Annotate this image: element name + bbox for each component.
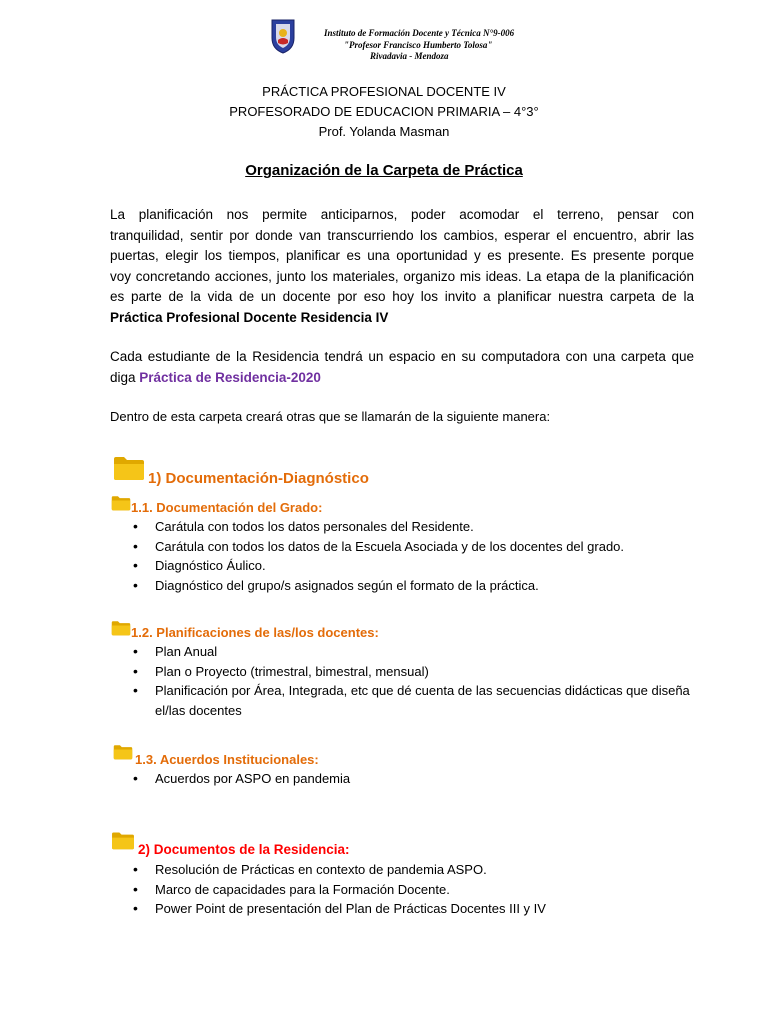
intro-line: es parte de la vida de un docente por eso hoy los invito a planificar nuestra carpeta de la	[110, 289, 694, 304]
list-item: • Plan o Proyecto (trimestral, bimestral, mensual)	[130, 662, 690, 682]
folder-para-prefix: diga	[110, 369, 140, 385]
section-1-heading: 1) Documentación-Diagnóstico	[148, 470, 369, 487]
subsection-1-1-heading: 1.1. Documentación del Grado:	[131, 500, 323, 515]
institution-patron: "Profesor Francisco Humberto Tolosa"	[344, 40, 493, 50]
list-item: • Diagnóstico del grupo/s asignados según el formato de la práctica.	[130, 576, 624, 596]
list-item: • Power Point de presentación del Plan de Prácticas Docentes III y IV	[130, 899, 546, 919]
intro-paragraph	[110, 205, 694, 328]
intro-line: voy concretando acciones, junto los materiales, organizo mis ideas. La etapa de la planificación	[110, 268, 694, 284]
intro-line: tranquilidad, sentir por donde van transcurriendo los cambios, esperar el encuentro, abrir las	[110, 227, 694, 243]
folder-para-line: Cada estudiante de la Residencia tendrá un espacio en su computadora con una carpeta que	[110, 349, 694, 364]
intro-line: La planificación nos permite anticiparnos, poder acomodar el terreno, pensar con	[110, 207, 694, 222]
subsection-1-3-list	[130, 769, 350, 789]
folder-icon	[113, 455, 145, 481]
section-2-heading: 2) Documentos de la Residencia:	[138, 842, 350, 857]
list-item: • Plan Anual	[130, 642, 690, 662]
folder-icon	[113, 744, 133, 760]
folder-icon	[111, 831, 135, 850]
list-item: • Carátula con todos los datos de la Escuela Asociada y de los docentes del grado.	[130, 537, 624, 557]
folder-paragraph	[110, 347, 694, 388]
subsection-1-2-heading: 1.2. Planificaciones de las/los docentes:	[131, 625, 379, 640]
folder-icon	[111, 495, 131, 511]
subsection-1-1-list	[130, 517, 624, 595]
course-program: PROFESORADO DE EDUCACION PRIMARIA – 4°3°	[229, 104, 539, 119]
list-item: • Resolución de Prácticas en contexto de pandemia ASPO.	[130, 860, 546, 880]
subsection-1-2-list	[130, 642, 690, 720]
letterhead	[270, 18, 570, 64]
section-2-list	[130, 860, 546, 919]
course-name: PRÁCTICA PROFESIONAL DOCENTE IV	[262, 84, 506, 99]
institution-name: Instituto de Formación Docente y Técnica N°9-006	[324, 28, 515, 38]
subsection-1-3-heading: 1.3. Acuerdos Institucionales:	[135, 752, 319, 767]
intro-bold-line: Práctica Profesional Docente Residencia IV	[110, 309, 389, 325]
course-professor: Prof. Yolanda Masman	[318, 124, 450, 139]
list-item-continuation: el/las docentes	[155, 702, 242, 718]
list-item: • Marco de capacidades para la Formación Docente.	[130, 880, 546, 900]
list-item: • Diagnóstico Áulico.	[130, 556, 624, 576]
folder-icon	[111, 620, 131, 636]
page-title: Organización de la Carpeta de Práctica	[245, 162, 523, 179]
institution-location: Rivadavia - Mendoza	[370, 51, 449, 61]
folder-name: Práctica de Residencia-2020	[139, 369, 321, 385]
list-item: • Planificación por Área, Integrada, etc que dé cuenta de las secuencias didácticas que diseña	[130, 681, 690, 701]
subfolders-intro: Dentro de esta carpeta creará otras que se llamarán de la siguiente manera:	[110, 409, 551, 424]
list-item: • Carátula con todos los datos personales del Residente.	[130, 517, 624, 537]
list-item: • Acuerdos por ASPO en pandemia	[130, 769, 350, 789]
intro-line: puertas, elegir los tiempos, planificar es una oportunidad y es presente. Es presente porque	[110, 248, 694, 263]
